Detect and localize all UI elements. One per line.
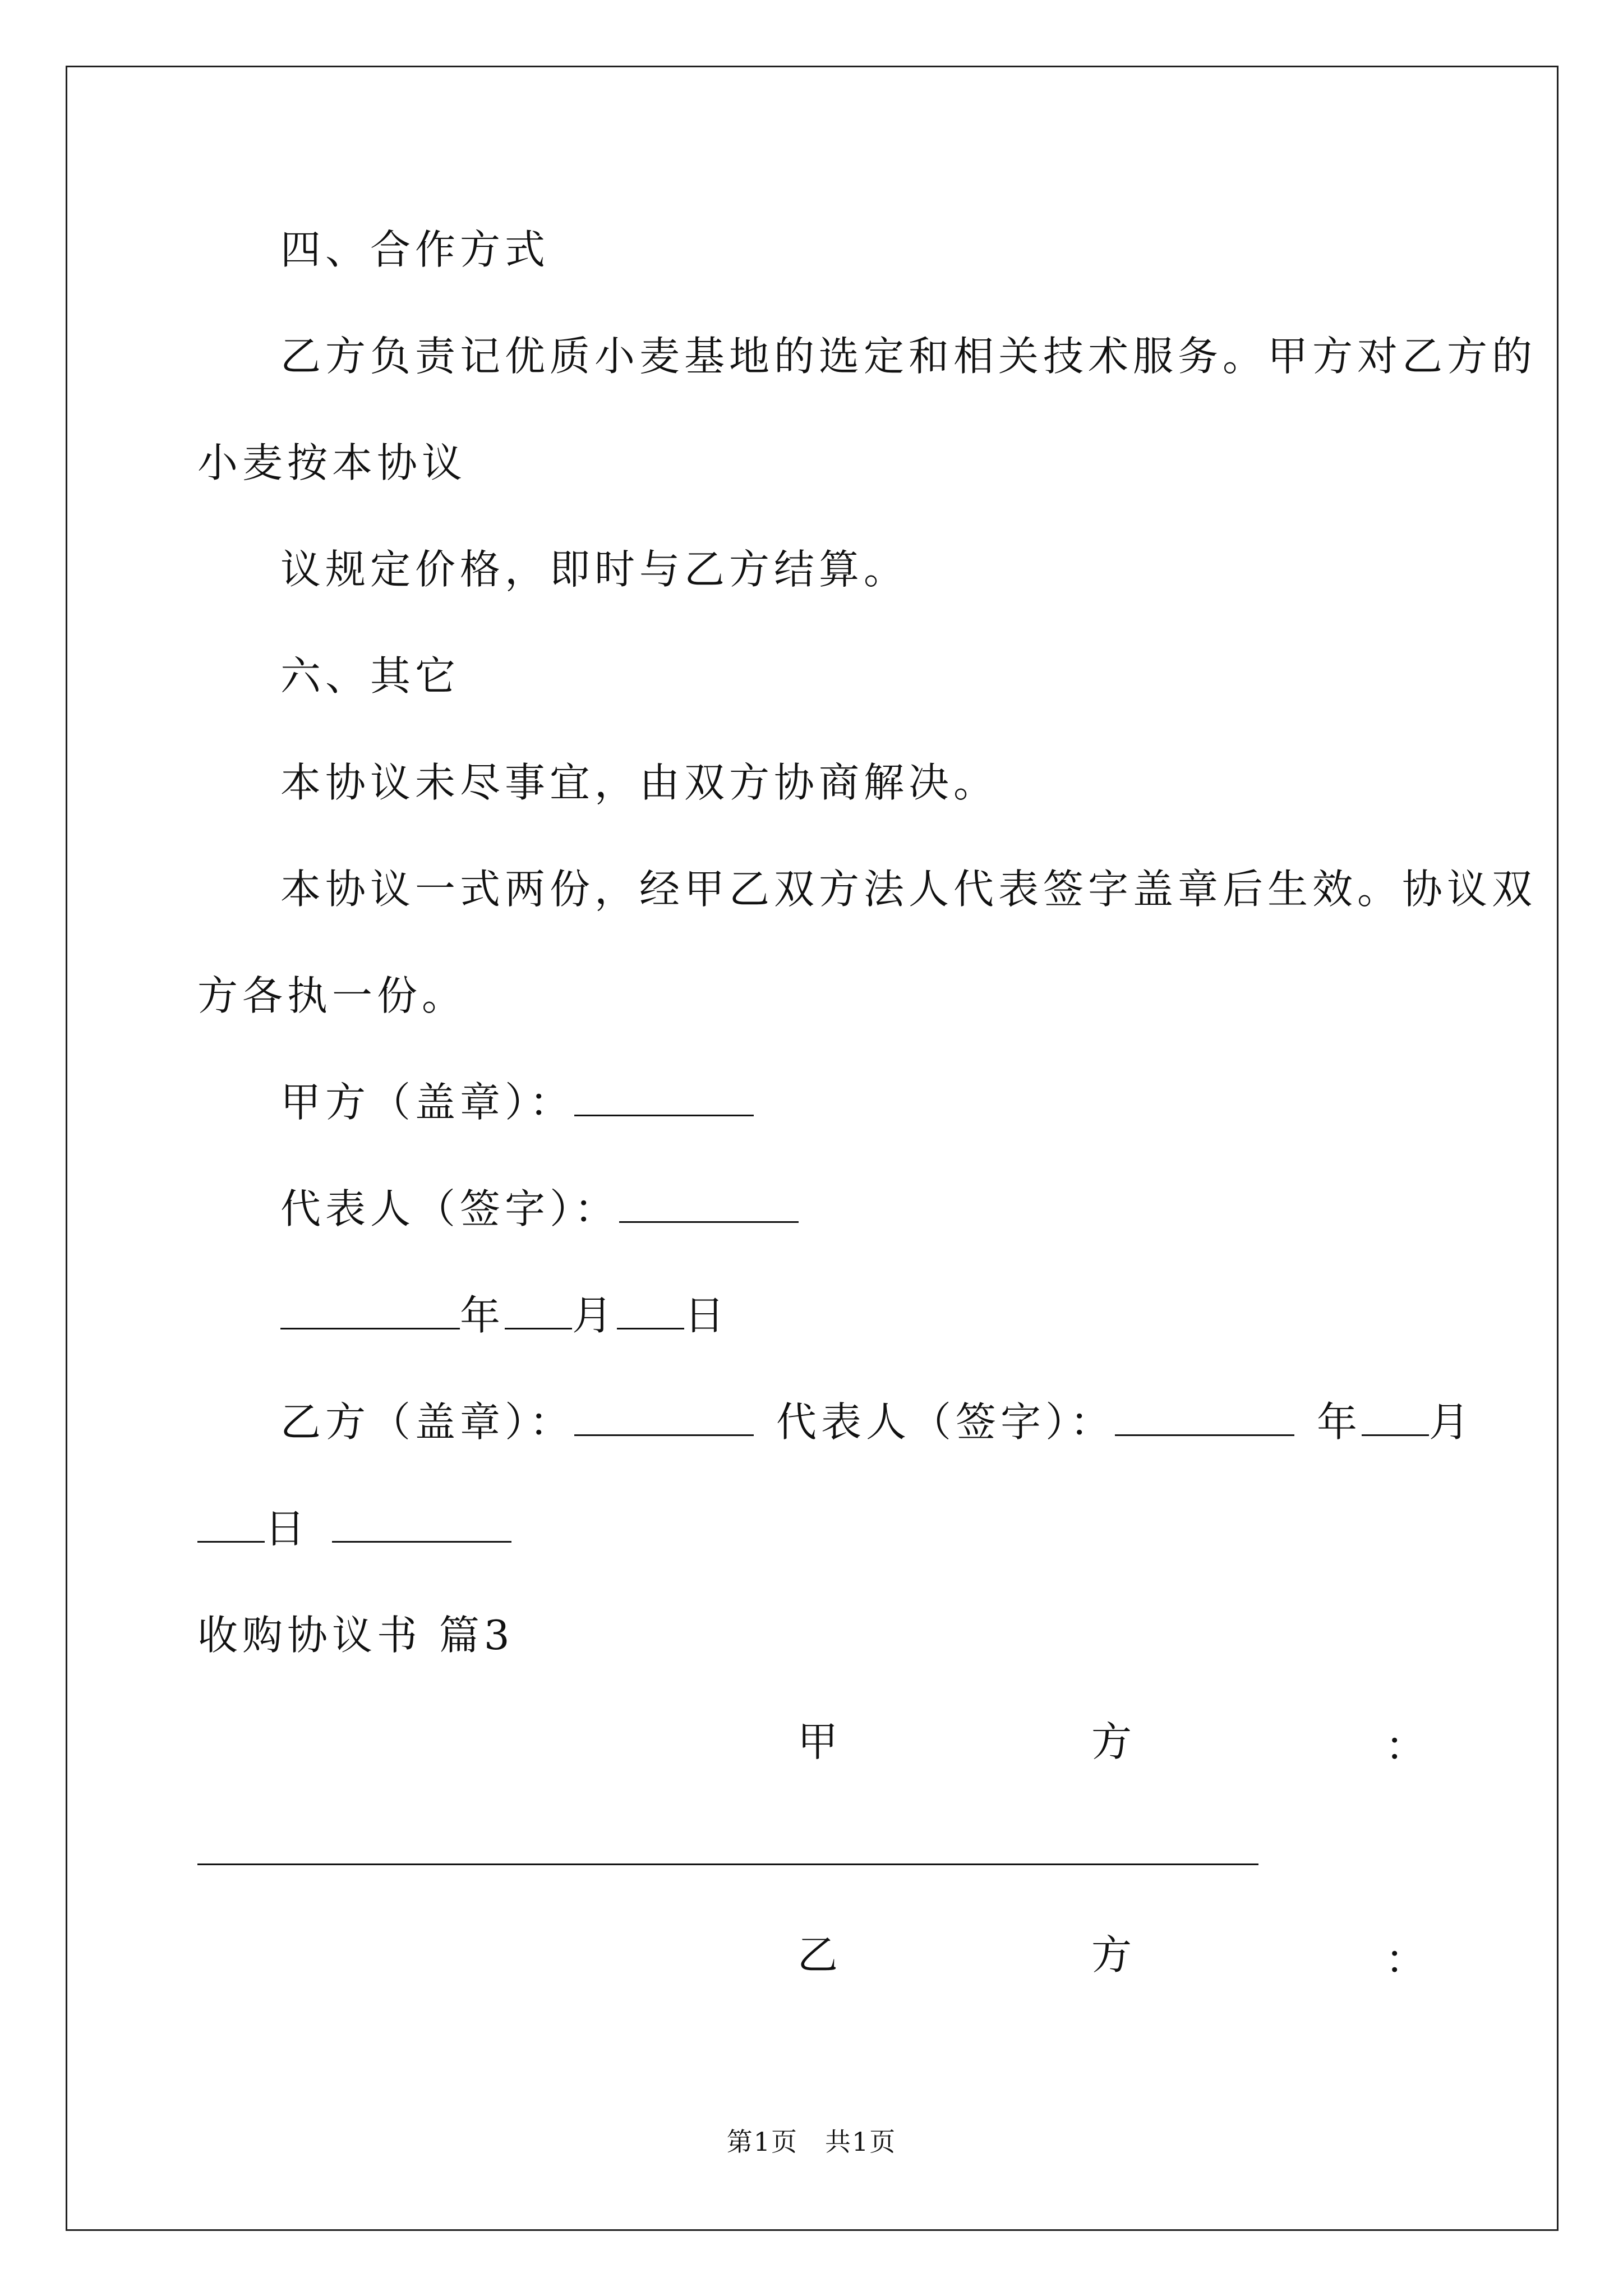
year-blank[interactable] bbox=[280, 1293, 460, 1329]
spread-party-b-char2: 方 bbox=[1091, 1931, 1132, 1978]
party-b-month-blank[interactable] bbox=[1362, 1400, 1429, 1436]
party-a-seal-row bbox=[280, 1077, 754, 1128]
spread-party-a-char2: 方 bbox=[1091, 1718, 1132, 1765]
paragraph-copies-line2: 方各执一份。 bbox=[197, 972, 467, 1019]
party-b-row bbox=[280, 1397, 1474, 1447]
party-b-rep-label: 代表人（签字）： bbox=[776, 1398, 1115, 1446]
month-label: 月 bbox=[572, 1292, 617, 1339]
paragraph-service-line2: 小麦按本协议 bbox=[197, 439, 467, 486]
party-a-seal-blank[interactable] bbox=[574, 1080, 754, 1116]
party-b-day-blank[interactable] bbox=[197, 1506, 265, 1543]
month-blank[interactable] bbox=[505, 1293, 572, 1329]
paragraph-copies-line1: 本协议一式两份，经甲乙双方法人代表签字盖章后生效。协议双 bbox=[280, 866, 1537, 913]
spread-party-a-char1: 甲 bbox=[797, 1718, 838, 1765]
party-a-rep-blank[interactable] bbox=[619, 1186, 799, 1223]
party-a-name-blank[interactable] bbox=[197, 1864, 1258, 1865]
party-a-rep-label: 代表人（签字）： bbox=[280, 1185, 620, 1232]
party-b-year-label: 年 bbox=[1317, 1398, 1362, 1446]
party-b-rep-blank[interactable] bbox=[1115, 1400, 1294, 1436]
date-row bbox=[280, 1290, 729, 1341]
party-b-day-label: 日 bbox=[265, 1505, 310, 1552]
party-a-seal-label: 甲方（盖章）： bbox=[280, 1079, 575, 1126]
paragraph-price: 议规定价格，即时与乙方结算。 bbox=[280, 546, 909, 593]
party-a-rep-row bbox=[280, 1184, 799, 1234]
spread-party-b-colon: ： bbox=[1385, 1936, 1426, 1983]
party-b-seal-label: 乙方（盖章）： bbox=[280, 1398, 575, 1446]
spread-party-b-char1: 乙 bbox=[797, 1931, 838, 1978]
section-heading-cooperation: 四、合作方式 bbox=[280, 226, 550, 273]
party-b-month-label: 月 bbox=[1429, 1398, 1474, 1446]
section-heading-other: 六、其它 bbox=[280, 652, 460, 700]
party-b-date-row bbox=[197, 1503, 511, 1554]
next-contract-title: 收购协议书 篇3 bbox=[197, 1612, 514, 1659]
party-b-seal-blank[interactable] bbox=[574, 1400, 754, 1436]
year-label: 年 bbox=[460, 1292, 505, 1339]
party-b-extra-blank[interactable] bbox=[332, 1506, 511, 1543]
page-number-footer: 第1页 共1页 bbox=[726, 2127, 897, 2157]
paragraph-unsettled: 本协议未尽事宜，由双方协商解决。 bbox=[280, 759, 999, 806]
spread-party-a-colon: ： bbox=[1385, 1723, 1426, 1770]
page-border bbox=[66, 66, 1559, 2231]
day-blank[interactable] bbox=[617, 1293, 684, 1329]
paragraph-service-line1: 乙方负责记优质小麦基地的选定和相关技术服务。甲方对乙方的 bbox=[280, 333, 1537, 380]
day-label: 日 bbox=[684, 1292, 730, 1339]
